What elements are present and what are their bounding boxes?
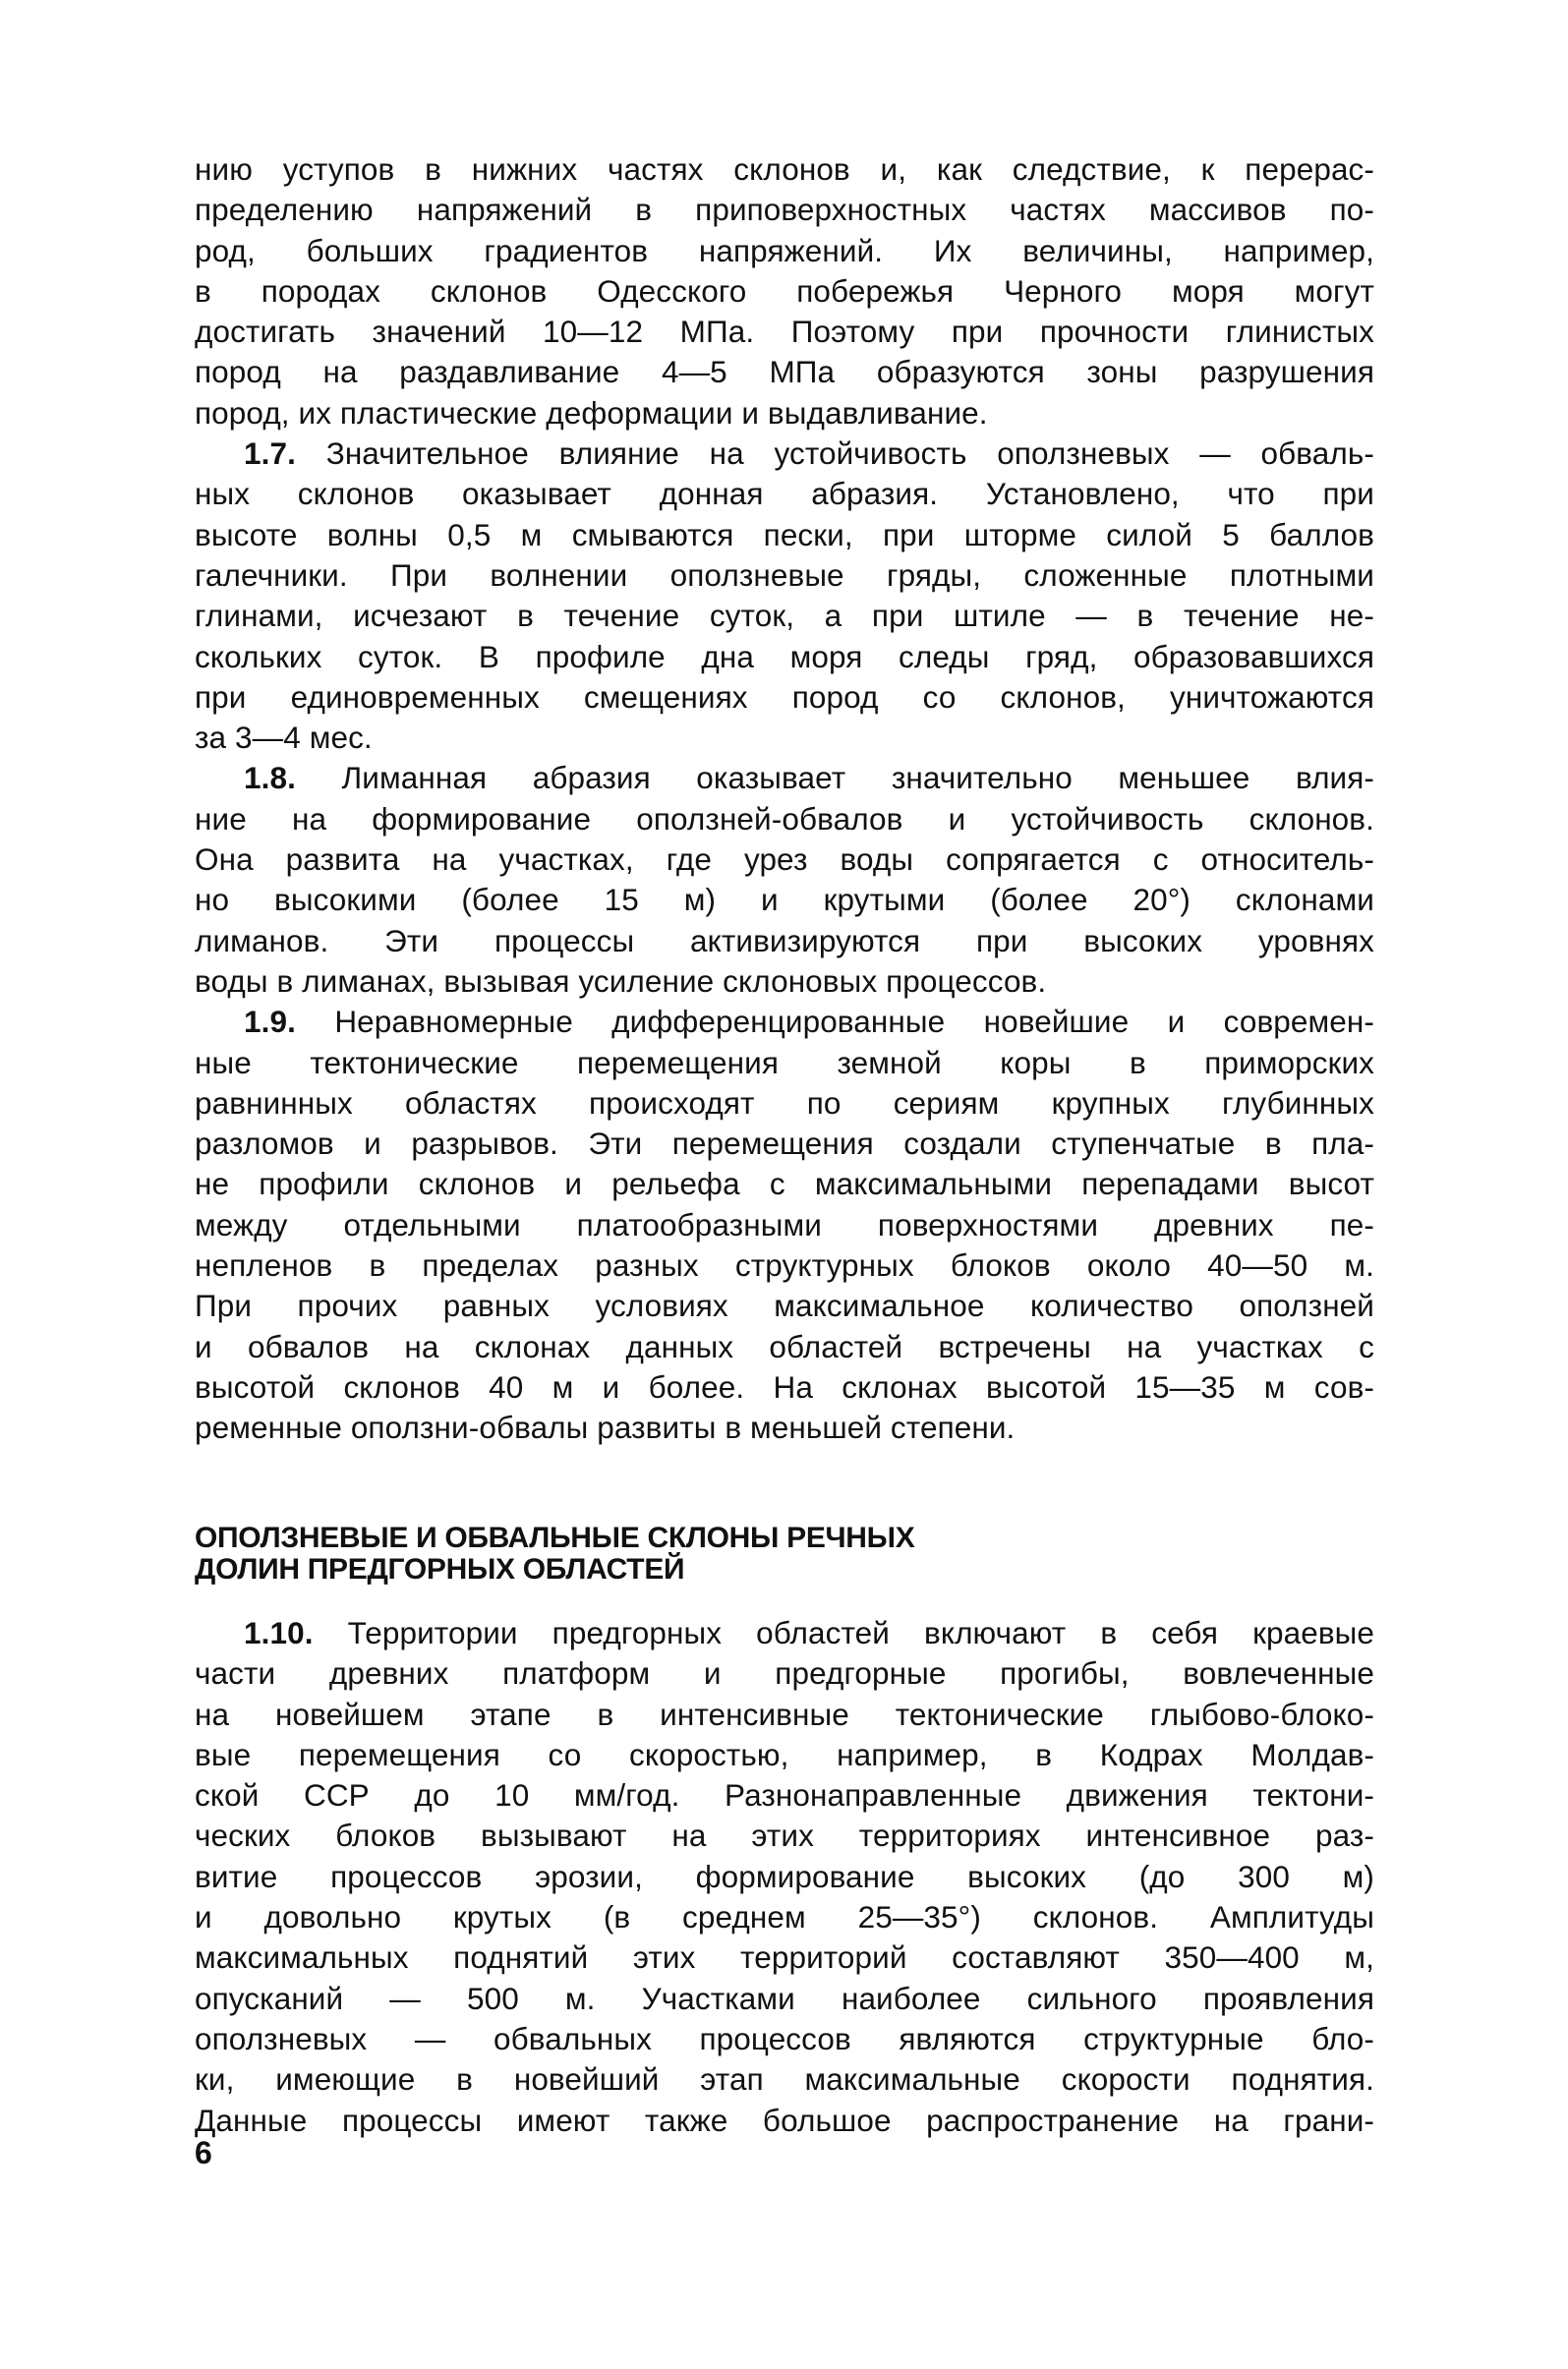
text-line: оползневых — обвальных процессов являются структурные бло- [195,2020,1374,2056]
paragraph-text: Территории предгорных областей включают в себя краевые [347,1615,1374,1650]
text-line: части древних платформ и предгорные прогибы, вовлеченные [195,1655,1374,1692]
paragraph-number: 1.8. [244,760,296,796]
heading-line: ДОЛИН ПРЕДГОРНЫХ ОБЛАСТЕЙ [195,1553,685,1586]
text-line: между отдельными платообразными поверхностями древних пе- [195,1206,1374,1242]
text-line: ческих блоков вызывают на этих территориях интенсивное раз- [195,1818,1374,1854]
text-line: галечники. При волнении оползневые гряды, сложенные плотными [195,556,1374,593]
text-line: за 3—4 мес. [195,720,373,756]
paragraph-1-10-first-line [195,1613,1374,1653]
text-line: пород на раздавливание 4—5 МПа образуются зоны разрушения [195,354,1374,390]
text-line: скольких суток. В профиле дна моря следы гряд, образовавшихся [195,638,1374,674]
text-line: ской ССР до 10 мм/год. Разнонаправленные движения тектони- [195,1777,1374,1814]
paragraph-text: Неравномерные дифференцированные новейшие и современ- [334,1004,1374,1040]
page-body-bottom [195,1613,1374,2141]
text-line: равнинных областях происходят по сериям крупных глубинных [195,1084,1374,1121]
text-line: и обвалов на склонах данных областей встречены на участках с [195,1328,1374,1364]
text-line: разломов и разрывов. Эти перемещения создали ступенчатые в пла- [195,1126,1374,1162]
paragraph-1-9-first-line [195,1002,1374,1042]
text-line: не профили склонов и рельефа с максимальными перепадами высот [195,1166,1374,1202]
heading-line: ОПОЛЗНЕВЫЕ И ОБВАЛЬНЫЕ СКЛОНЫ РЕЧНЫХ [195,1522,915,1554]
text-line: высоте волны 0,5 м смываются пески, при шторме силой 5 баллов [195,516,1374,552]
text-line: воды в лиманах, вызывая усиление склоновых процессов. [195,962,1047,999]
page-number: 6 [195,2135,212,2170]
text-line: ных склонов оказывает донная абразия. Установлено, что при [195,476,1374,512]
text-line: При прочих равных условиях максимальное количество оползней [195,1288,1374,1324]
text-line: ние на формирование оползней-обвалов и устойчивость склонов. [195,800,1374,837]
text-line: лиманов. Эти процессы активизируются при высоких уровнях [195,922,1374,958]
paragraph-number: 1.7. [244,435,296,472]
text-line: и довольно крутых (в среднем 25—35°) склонов. Амплитуды [195,1899,1374,1936]
text-line: ременные оползни-обвалы развиты в меньшей степени. [195,1410,1016,1446]
text-line: пород, их пластические деформации и выдавливание. [195,394,988,431]
paragraph-1-8-first-line [195,758,1374,798]
paragraph-number: 1.9. [244,1004,296,1040]
text-line: на новейшем этапе в интенсивные тектонические глыбово-блоко- [195,1696,1374,1732]
text-line: достигать значений 10—12 МПа. Поэтому при прочности глинистых [195,314,1374,350]
page-body-top [195,149,1374,1449]
text-line: при единовременных смещениях пород со склонов, уничтожаются [195,678,1374,715]
text-line: вые перемещения со скоростью, например, в Кодрах Молдав- [195,1736,1374,1772]
paragraph-text: Лиманная абразия оказывает значительно меньшее влия- [341,760,1374,796]
text-line: Данные процессы имеют также большое распространение на грани- [195,2102,1374,2138]
text-line: витие процессов эрозии, формирование высоких (до 300 м) [195,1858,1374,1894]
text-line: высотой склонов 40 м и более. На склонах высотой 15—35 м сов- [195,1368,1374,1405]
text-line: пределению напряжений в приповерхностных частях массивов по- [195,192,1374,228]
text-line: максимальных поднятий этих территорий составляют 350—400 м, [195,1939,1374,1976]
text-line: ки, имеющие в новейший этап максимальные скорости поднятия. [195,2061,1374,2098]
text-line: непленов в пределах разных структурных блоков около 40—50 м. [195,1247,1374,1284]
text-line: опусканий — 500 м. Участками наиболее сильного проявления [195,1980,1374,2016]
text-line: глинами, исчезают в течение суток, а при штиле — в течение не- [195,598,1374,634]
text-line: род, больших градиентов напряжений. Их величины, например, [195,232,1374,268]
text-line: но высокими (более 15 м) и крутыми (более 20°) склонами [195,882,1374,918]
paragraph-1-7-first-line [195,433,1374,474]
text-line: Она развита на участках, где урез воды сопрягается с относитель- [195,841,1374,878]
paragraph-number: 1.10. [244,1615,314,1650]
text-line: нию уступов в нижних частях склонов и, как следствие, к перерас- [195,151,1374,187]
section-heading [195,1523,1374,1586]
text-line: в породах склонов Одесского побережья Черного моря могут [195,272,1374,309]
paragraph-text: Значительное влияние на устойчивость оползневых — обваль- [325,435,1374,472]
text-line: ные тектонические перемещения земной коры в приморских [195,1044,1374,1080]
